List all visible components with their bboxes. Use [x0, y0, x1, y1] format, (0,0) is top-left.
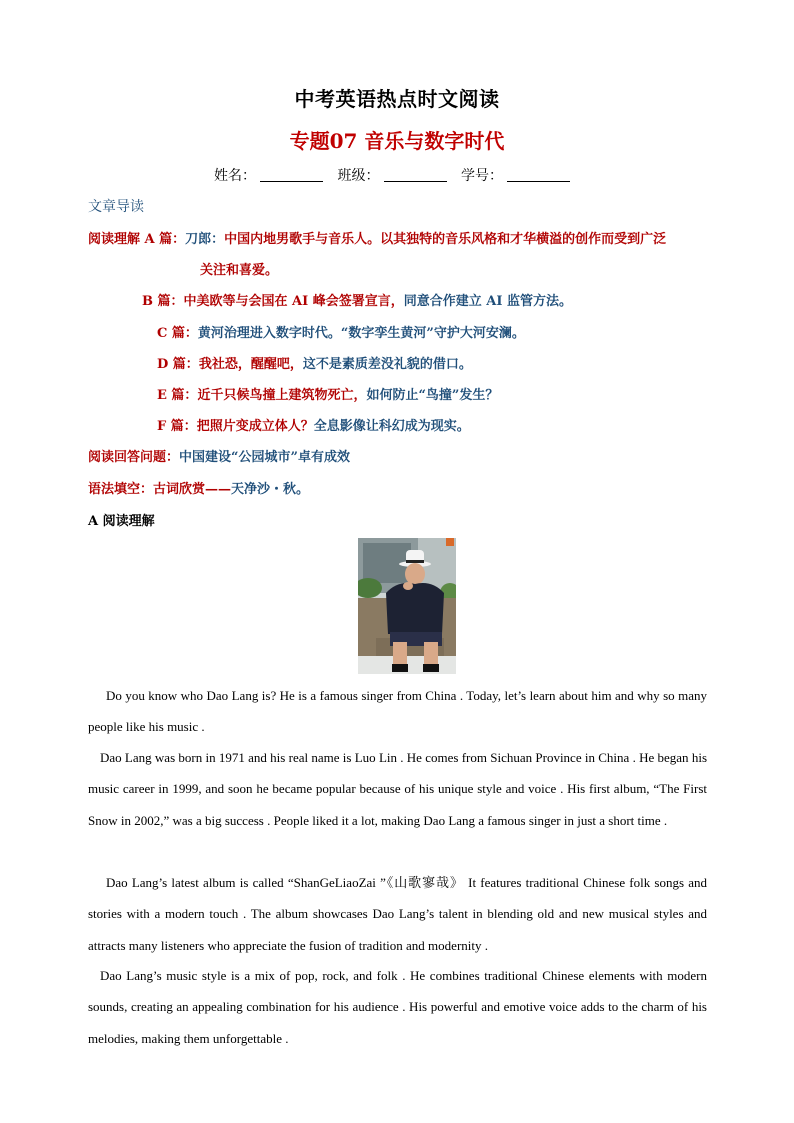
guide-item-text: 这不是素质差没礼貌的借口。: [302, 357, 472, 372]
guide-item-text: 近千只候鸟撞上建筑物死亡，: [197, 388, 367, 403]
topic-subtitle: 专题07 音乐与数字时代: [289, 129, 505, 153]
guide-item-prefix: E 篇：: [157, 388, 198, 403]
paragraph-3: Dao Lang’s latest album is called “ShanGeLiaoZai ”《山歌寥哉》 It features traditional Chinese folk songs and stories with a modern touch . The album showcases Dao Lang’s talent in blending old and new musical styles and attracts many listeners who appreciate the fusion of tradition and modernity .: [88, 875, 707, 953]
guide-item-a: [88, 228, 666, 247]
guide-item-prefix: 阅读理解 A 篇：: [88, 232, 186, 247]
paragraph-2: Dao Lang was born in 1971 and his real name is Luo Lin . He comes from Sichuan Province in China . He began his music career in 1999, and soon he became popular because of his unique style and voice . His first album, “The First Snow in 2002,” was a big success . People liked it a lot, making Dao Lang a famous singer in just a short time .: [88, 750, 707, 828]
guide-qa-text: 中国建设“公园城市”卓有成效: [179, 450, 350, 465]
guide-item-text: 刀郎：: [185, 232, 225, 247]
class-blank[interactable]: [384, 167, 447, 182]
guide-item-d: [157, 353, 472, 372]
guide-item-prefix: C 篇：: [157, 326, 198, 341]
guide-item-text: 如何防止“鸟撞”发生？: [366, 388, 499, 403]
document-title: 中考英语热点时文阅读: [294, 87, 500, 111]
guide-item-c: [157, 322, 525, 341]
guide-item-a-continuation: 关注和喜爱。: [200, 263, 279, 278]
name-label: 姓名：: [214, 168, 257, 184]
guide-item-e: [157, 384, 498, 403]
guide-grammar: [88, 478, 309, 497]
name-blank[interactable]: [260, 167, 323, 182]
guide-item-text: 中国内地男歌手与音乐人。以其独特的音乐风格和才华横溢的创作而受到广泛: [224, 232, 667, 247]
guide-grammar-prefix: 语法填空：: [88, 482, 154, 497]
student-id-label: 学号：: [460, 168, 503, 184]
guide-item-text: 我社恐，醒醒吧，: [198, 357, 303, 372]
guide-item-f: [157, 415, 470, 434]
section-a-heading: A 阅读理解: [88, 514, 155, 529]
guide-item-text: 全息影像让科幻成为现实。: [313, 419, 470, 434]
guide-item-prefix: B 篇：: [142, 294, 184, 309]
class-label: 班级：: [337, 168, 380, 184]
guide-item-text: 同意合作建立 AI 监管方法。: [403, 294, 572, 309]
guide-item-prefix: D 篇：: [157, 357, 199, 372]
student-info-line: [0, 165, 794, 185]
guide-grammar-text: 天净沙・秋。: [231, 482, 310, 497]
dao-lang-photo: [358, 538, 456, 674]
guide-item-b: [142, 290, 572, 309]
guide-item-text: 把照片变成立体人？: [196, 419, 314, 434]
paragraph-4: Dao Lang’s music style is a mix of pop, rock, and folk . He combines traditional Chinese elements with modern sounds, creating an appealing combination for his audience . His powerful and emotive voice adds to the charm of his melodies, making them unforgettable .: [88, 968, 707, 1046]
guide-grammar-text: 古词欣赏——: [153, 482, 232, 497]
guide-item-text: 黄河治理进入数字时代。“数字孪生黄河”守护大河安澜。: [197, 326, 525, 341]
guide-item-text: 中美欧等与会国在 AI 峰会签署宣言，: [183, 294, 404, 309]
paragraph-1: Do you know who Dao Lang is? He is a famous singer from China . Today, let’s learn about him and why so many people like his music .: [88, 688, 707, 735]
guide-item-prefix: F 篇：: [157, 419, 197, 434]
guide-qa: [88, 446, 350, 465]
guide-heading: 文章导读: [88, 199, 144, 215]
student-id-blank[interactable]: [507, 167, 570, 182]
guide-qa-prefix: 阅读回答问题：: [88, 450, 180, 465]
